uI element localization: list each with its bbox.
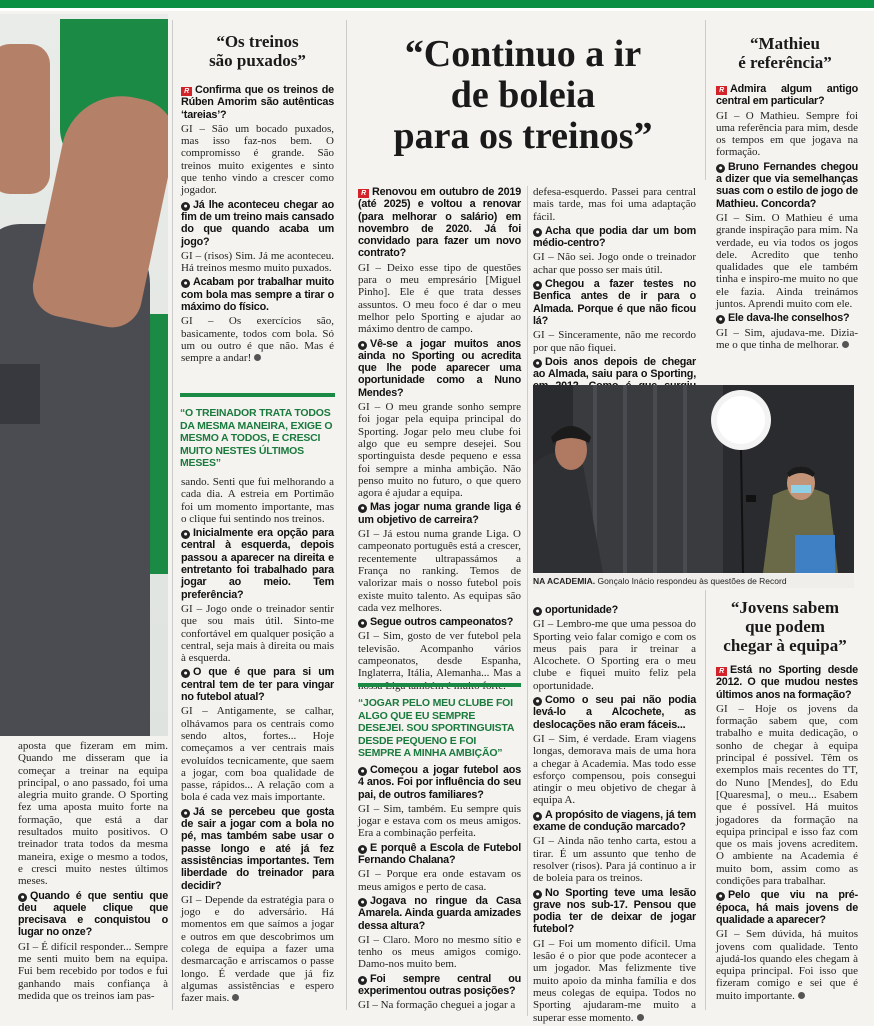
caption-bold: NA ACADEMIA. [533,576,596,586]
answer [18,941,168,1002]
answer [18,740,168,888]
answer [533,835,696,884]
answer-text: GI – Na formação cheguei a jogar a [358,999,516,1012]
question-bullet-icon: ● [358,976,367,985]
answer-text: GI – Claro. Moro no mesmo sítio e tenho os meus amigos comigo. Damo-nos muito bem. [358,933,521,971]
question-text: Confirma que os treinos de Rúben Amorim são autênticas ‘tareias’? [181,84,334,121]
record-logo-icon: R [181,87,192,96]
answer [358,803,521,840]
question [358,895,521,932]
academy-photo [533,385,854,573]
answer-text: aposta que fizeram em mim. Quando me disseram que ia começar a treinar na equipa principal, o ano passado, foi uma alegria muito grande. O Sporting fez uma aposta muito forte na formação, que está a dar resultados muito positivos. O treinador trata todos da mesma maneira, exige o mesmo a todos, e cresci muito nestes últimos meses. [18,740,168,888]
question [358,186,521,260]
question-bullet-icon: ● [358,845,367,854]
end-of-article-icon [232,994,239,1001]
side-title-treinos [180,32,335,70]
column-d2 [533,604,696,1026]
question [181,527,334,601]
question-bullet-icon: ● [181,809,190,818]
answer-text: GI – Depende da estratégia para o jogo e do adversário. Há momentos em que saímos a jogar e outros em que descobrimos um colega de equipa a fazer uma desmarcação e arriscamos o passe longo. É verdade que já fiz algumas assistências e espero fazer mais. [181,893,334,1005]
side-title-jovens [710,598,860,655]
question [716,83,858,108]
question-text: A propósito de viagens, já tem exame de condução marcado? [533,808,696,834]
answer-text: GI – O meu grande sonho sempre foi jogar pela equipa principal do Sporting. Jogar pelo meu clube foi algo que eu sempre desejei. Sou sportinguista desde pequeno e essa foi sempre a minha ambição. Não penso muito no futuro, o que quero agora é ajudar a equipa. [358,401,521,500]
column-d [533,186,696,407]
question-text: Ele dava-lhe conselhos? [728,312,850,325]
question-text: Jogava no ringue da Casa Amarela. Ainda guarda amizades dessa altura? [358,894,521,932]
end-of-article-icon [798,992,805,999]
question-text: Acha que podia dar um bom médio-centro? [533,224,696,250]
answer [716,212,858,310]
question-text: Inicialmente era opção para central à esquerda, depois passou a aparecer na direita e entretanto foi trabalhado para jogar ao meio. Tem preferência? [181,527,334,601]
question-text: Admira algum antigo central em particular? [716,83,858,108]
answer [533,938,696,1024]
question [716,312,858,324]
question [716,664,858,701]
answer-text: GI – Deixo esse tipo de questões para o meu empresário [Miguel Pinho]. Ele é que trata desses assuntos. O meu foco é dar o meu melhor pelo Sporting e ajudar ao máximo dentro de campo. [358,261,521,336]
side-title-line: “Os treinos [216,32,299,51]
answer-text: sando. Senti que fui melhorando a cada dia. A estreia em Portimão foi um momento importante, mas o clique fui sentindo nos treinos. [181,476,334,525]
side-title-mathieu [710,34,860,72]
answer [181,894,334,1005]
question-text: Está no Sporting desde 2012. O que mudou nestes últimos anos na formação? [716,664,858,701]
question-bullet-icon: ● [181,279,190,288]
pull-quote-text: “JOGAR PELO MEU CLUBE FOI ALGO QUE EU SEMPRE DESEJEI. SOU SPORTINGUISTA DESDE PEQUENO E FOI SEMPRE A MINHA AMBIÇÃO” [358,697,514,759]
answer [181,250,334,275]
headline-line: “Continuo a ir [404,33,642,75]
record-logo-icon: R [716,667,727,676]
answer [358,528,521,614]
answer-text: GI – É difícil responder... Sempre me senti muito bem na equipa. Fui bem recebido por todos e fui ganhando mais confiança à medida que os treinos iam pas- [18,940,168,1002]
column-b [181,84,334,367]
answer [358,262,521,336]
pull-quote-1 [180,393,335,470]
pull-quote-2 [358,683,521,760]
answer-text: GI – (risos) Sim. Já me aconteceu. Há treinos mesmo muito puxados. [181,249,334,275]
answer [358,401,521,499]
answer-text: GI – Já estou numa grande Liga. O campeonato português está a crescer, recentemente ultrapassámos a França no ranking. Temos de valorizar mais o nosso futebol pois existe muito talento. As equipas são cada vez melhores. [358,528,521,614]
side-title-line: chegar à equipa” [723,636,847,655]
top-white-band [0,8,874,11]
question-bullet-icon: ● [358,767,367,776]
answer [533,618,696,692]
answer [533,251,696,276]
question-text: Começou a jogar futebol aos 4 anos. Foi por influência do seu pai, de outros familiares? [358,764,521,801]
question [358,973,521,998]
question-bullet-icon: ● [716,315,725,324]
answer-text: GI – Hoje os jovens da formação sabem que, com trabalho e muita dedicação, o sonho de chegar à equipa principal é possível. Têm os exemplos mais recentes do TT, do Nuno [Mendes], do Edu [Quaresma], o meu... Esabem que é possível. Há muitos jogadores da formação na equipa principal e isso faz com que os mais jovens acreditem. O ambiente na Academia é muito bom, assim como as condições para trabalhar. [716,702,858,888]
question-text: Segue outros campeonatos? [370,616,514,629]
question-text: Pelo que viu na pré-época, há mais jovens de qualidade a aparecer? [716,889,858,926]
question [358,501,521,526]
answer [358,999,521,1011]
question-text: O que é que para si um central tem de ter para vingar no futebol atual? [181,666,334,704]
photo-caption [533,574,854,588]
column-rule [527,186,528,1016]
answer-text: GI – Ainda não tenho carta, estou a tirar. É um assunto que tenho de resolver (risos). Para já continuo a ir de boleia para os treinos. [533,835,696,885]
question [358,764,521,801]
question-bullet-icon: ● [18,893,27,902]
end-of-article-icon [254,354,261,361]
answer-text: GI – Jogo onde o treinador sentir que sou mais útil. Sinto-me confortável em qualquer posição a central, seja mais à direita ou mais à esquerda. [181,602,334,665]
question-text: Bruno Fernandes chegou a dizer que via semelhanças suas com o estilo de jogo de Mathieu. Concorda? [716,160,858,210]
column-a [18,740,168,1004]
question-text: oportunidade? [545,604,618,616]
question-bullet-icon: ● [358,341,367,350]
question [181,84,334,121]
question [181,666,334,703]
headline-line: de boleia [450,74,596,116]
question [716,889,858,926]
answer [533,733,696,807]
question-text: E porquê a Escola de Futebol Fernando Chalana? [358,841,521,867]
question-text: No Sporting teve uma lesão grave nos sub-17. Pensou que podia ter de deixar de jogar futebol? [533,886,696,936]
end-of-article-icon [842,341,849,348]
headline [348,34,698,157]
answer-text: GI – São um bocado puxados, mas isso faz-nos bem. O compromisso é grande. São treinos muito exigentes e sinto que tenho vindo a crescer como jogador. [181,122,334,197]
answer [181,476,334,525]
question-text: Já se percebeu que gosta de sair a jogar com a bola no pé, mas também sabe usar o passe longo e até já fez assistências importantes. Tem liberdade do treinador para decidir? [181,805,334,892]
question [533,809,696,834]
answer [716,703,858,887]
question [533,887,696,936]
answer [716,110,858,159]
answer-text: GI – Sem dúvida, há muitos jovens com qualidade. Tento ajudá-los quando eles chegam à equipa principal. Foi isso que fizeram comigo e sei que é muito importante. [716,928,858,1002]
question-bullet-icon: ● [181,530,190,539]
question-bullet-icon: ● [181,669,190,678]
answer [181,315,334,364]
side-title-line: é referência” [738,53,832,72]
question-text: Mas jogar numa grande liga é um objetivo de carreira? [358,501,521,526]
column-rule [346,20,347,1010]
question [181,199,334,248]
answer [181,705,334,803]
question [716,161,858,210]
question [358,842,521,867]
question-bullet-icon: ● [533,890,542,899]
question-bullet-icon: ● [181,202,190,211]
question-bullet-icon: ● [533,607,542,616]
question-bullet-icon: ● [716,164,725,173]
question [181,276,334,313]
answer [533,329,696,354]
question [533,278,696,327]
answer-text: GI – Sim, ajudava-me. Dizia-me o que tinha de melhorar. [716,326,858,351]
headline-line: para os treinos” [393,115,653,157]
answer-text: GI – Sim. O Mathieu é uma grande inspiração para mim. Na verdade, eu via todos os jogos dele. Acredito que tenho qualidades que ele também tinha e inspiro-me muito no que ele fazia. Ainda treinámos juntos. Aprendi muito com ele. [716,211,858,311]
question-text: Chegou a fazer testes no Benfica antes de ir para o Almada. Porque é que não ficou lá? [533,278,696,327]
player-photo-left [0,14,168,736]
answer [716,928,858,1002]
answer-text: GI – Sim, também. Eu sempre quis jogar e estava com os meus amigos. Era a combinação perfeita. [358,802,521,840]
question-text: Como o seu pai não podia levá-lo a Alcochete, as deslocações não eram fáceis... [533,694,696,731]
answer-text: defesa-esquerdo. Passei para central mais tarde, mas foi uma adaptação fácil. [533,186,696,223]
answer-text: GI – Antigamente, se calhar, olhávamos para os centrais como sendo altos, fortes... Hoje começamos a ver centrais mais evoluídos tecnicamente, que saem a jogar, com boa qualidade de passe, rápidos... A relação com a bola é cada vez mais importante. [181,705,334,804]
column-rule [705,590,706,1010]
question-bullet-icon: ● [358,619,367,628]
question-bullet-icon: ● [533,812,542,821]
question-text: Foi sempre central ou experimentou outras posições? [358,972,521,998]
academy-photo-illustration [533,385,854,573]
caption-text: Gonçalo Inácio respondeu às questões de Record [595,576,787,586]
answer [358,868,521,893]
answer-text: GI – O Mathieu. Sempre foi uma referência para mim, desde os tempos em que jogava na formação. [716,109,858,159]
answer-text: GI – Foi um momento difícil. Uma lesão é o pior que pode acontecer a um jogador. Mas felizmente tive muito apoio da minha família e dos meus colegas de equipa. Todos no Sporting ajudaram-me muito a superar esse momento. [533,937,696,1024]
column-e [716,83,858,353]
question [358,338,521,399]
answer-text: GI – Sim, é verdade. Eram viagens longas, demorava mais de uma hora a chegar à Academia. Mas todo esse esforço compensou, pois consegui atingir o meu objetivo de chegar à equipa A. [533,732,696,807]
answer [181,603,334,664]
question-bullet-icon: ● [533,281,542,290]
question-bullet-icon: ● [533,228,542,237]
question-bullet-icon: ● [358,898,367,907]
question-text: Acabam por trabalhar muito com bola mas sempre a tirar o máximo do físico. [181,276,334,314]
question-bullet-icon: ● [358,504,367,513]
question [533,225,696,250]
question [358,616,521,628]
end-of-article-icon [637,1014,644,1021]
question-text: Quando é que sentiu que deu aquele clique que precisava e conquistou o lugar no onze? [18,889,168,939]
answer [181,123,334,197]
answer-text: GI – Lembro-me que uma pessoa do Sporting veio falar comigo e com os meus pais para ir treinar a Alcochete. O Sporting era o meu clube e fiquei muito feliz pela oportunidade. [533,618,696,692]
question-bullet-icon: ● [533,359,542,368]
question [181,806,334,892]
record-logo-icon: R [358,189,369,198]
column-b2 [181,476,334,1006]
question-text: Dois anos depois de chegar ao Almada, saiu para o Sporting, [533,355,696,381]
column-c2 [358,764,521,1014]
answer-text: GI – Porque era onde estavam os meus amigos e perto de casa. [358,868,521,893]
answer [533,186,696,223]
column-e2 [716,664,858,1004]
column-c [358,186,521,694]
side-title-line: “Jovens sabem [730,598,840,617]
question-bullet-icon: ● [533,697,542,706]
question-text: Renovou em outubro de 2019 (até 2025) e voltou a renovar (para melhorar o salário) em novembro de 2020. Já foi convidado para fazer um novo contrato? [358,186,521,260]
answer-text: GI – Os exercícios são, basicamente, todos com bola. Só um ou outro é que não. Mas é sempre a andar! [181,315,334,365]
side-title-line: são puxados” [209,51,306,70]
answer-text: GI – Sim, gosto de ver futebol pela televisão. Acompanho vários campeonatos, desde Espanha, Inglaterra, Itália, Alemanha... Mas a nossa Liga também é muito forte. [358,630,521,692]
column-rule [172,20,173,1010]
answer [716,327,858,352]
question-bullet-icon: ● [716,892,725,901]
side-title-line: que podem [745,617,825,636]
question-text: Já lhe aconteceu chegar ao fim de um treino mais cansado do que quando acaba um jogo? [181,198,334,248]
answer-text: GI – Não sei. Jogo onde o treinador achar que posso ser mais útil. [533,251,696,276]
question [18,890,168,939]
top-green-band [0,0,874,8]
side-title-line: “Mathieu [750,34,820,53]
answer [358,934,521,971]
record-logo-icon: R [716,86,727,95]
question-text: Vê-se a jogar muitos anos ainda no Sporting ou acredita que lhe pode aparecer uma oportunidade como a Nuno Mendes? [358,337,521,399]
answer-text: GI – Sinceramente, não me recordo por que não fiquei. [533,329,696,354]
question [533,604,696,616]
question [533,694,696,731]
column-rule [705,20,706,180]
pull-quote-text: “O TREINADOR TRATA TODOS DA MESMA MANEIRA, EXIGE O MESMO A TODOS, E CRESCI MUITO NESTES ÚLTIMOS MESES” [180,407,333,469]
